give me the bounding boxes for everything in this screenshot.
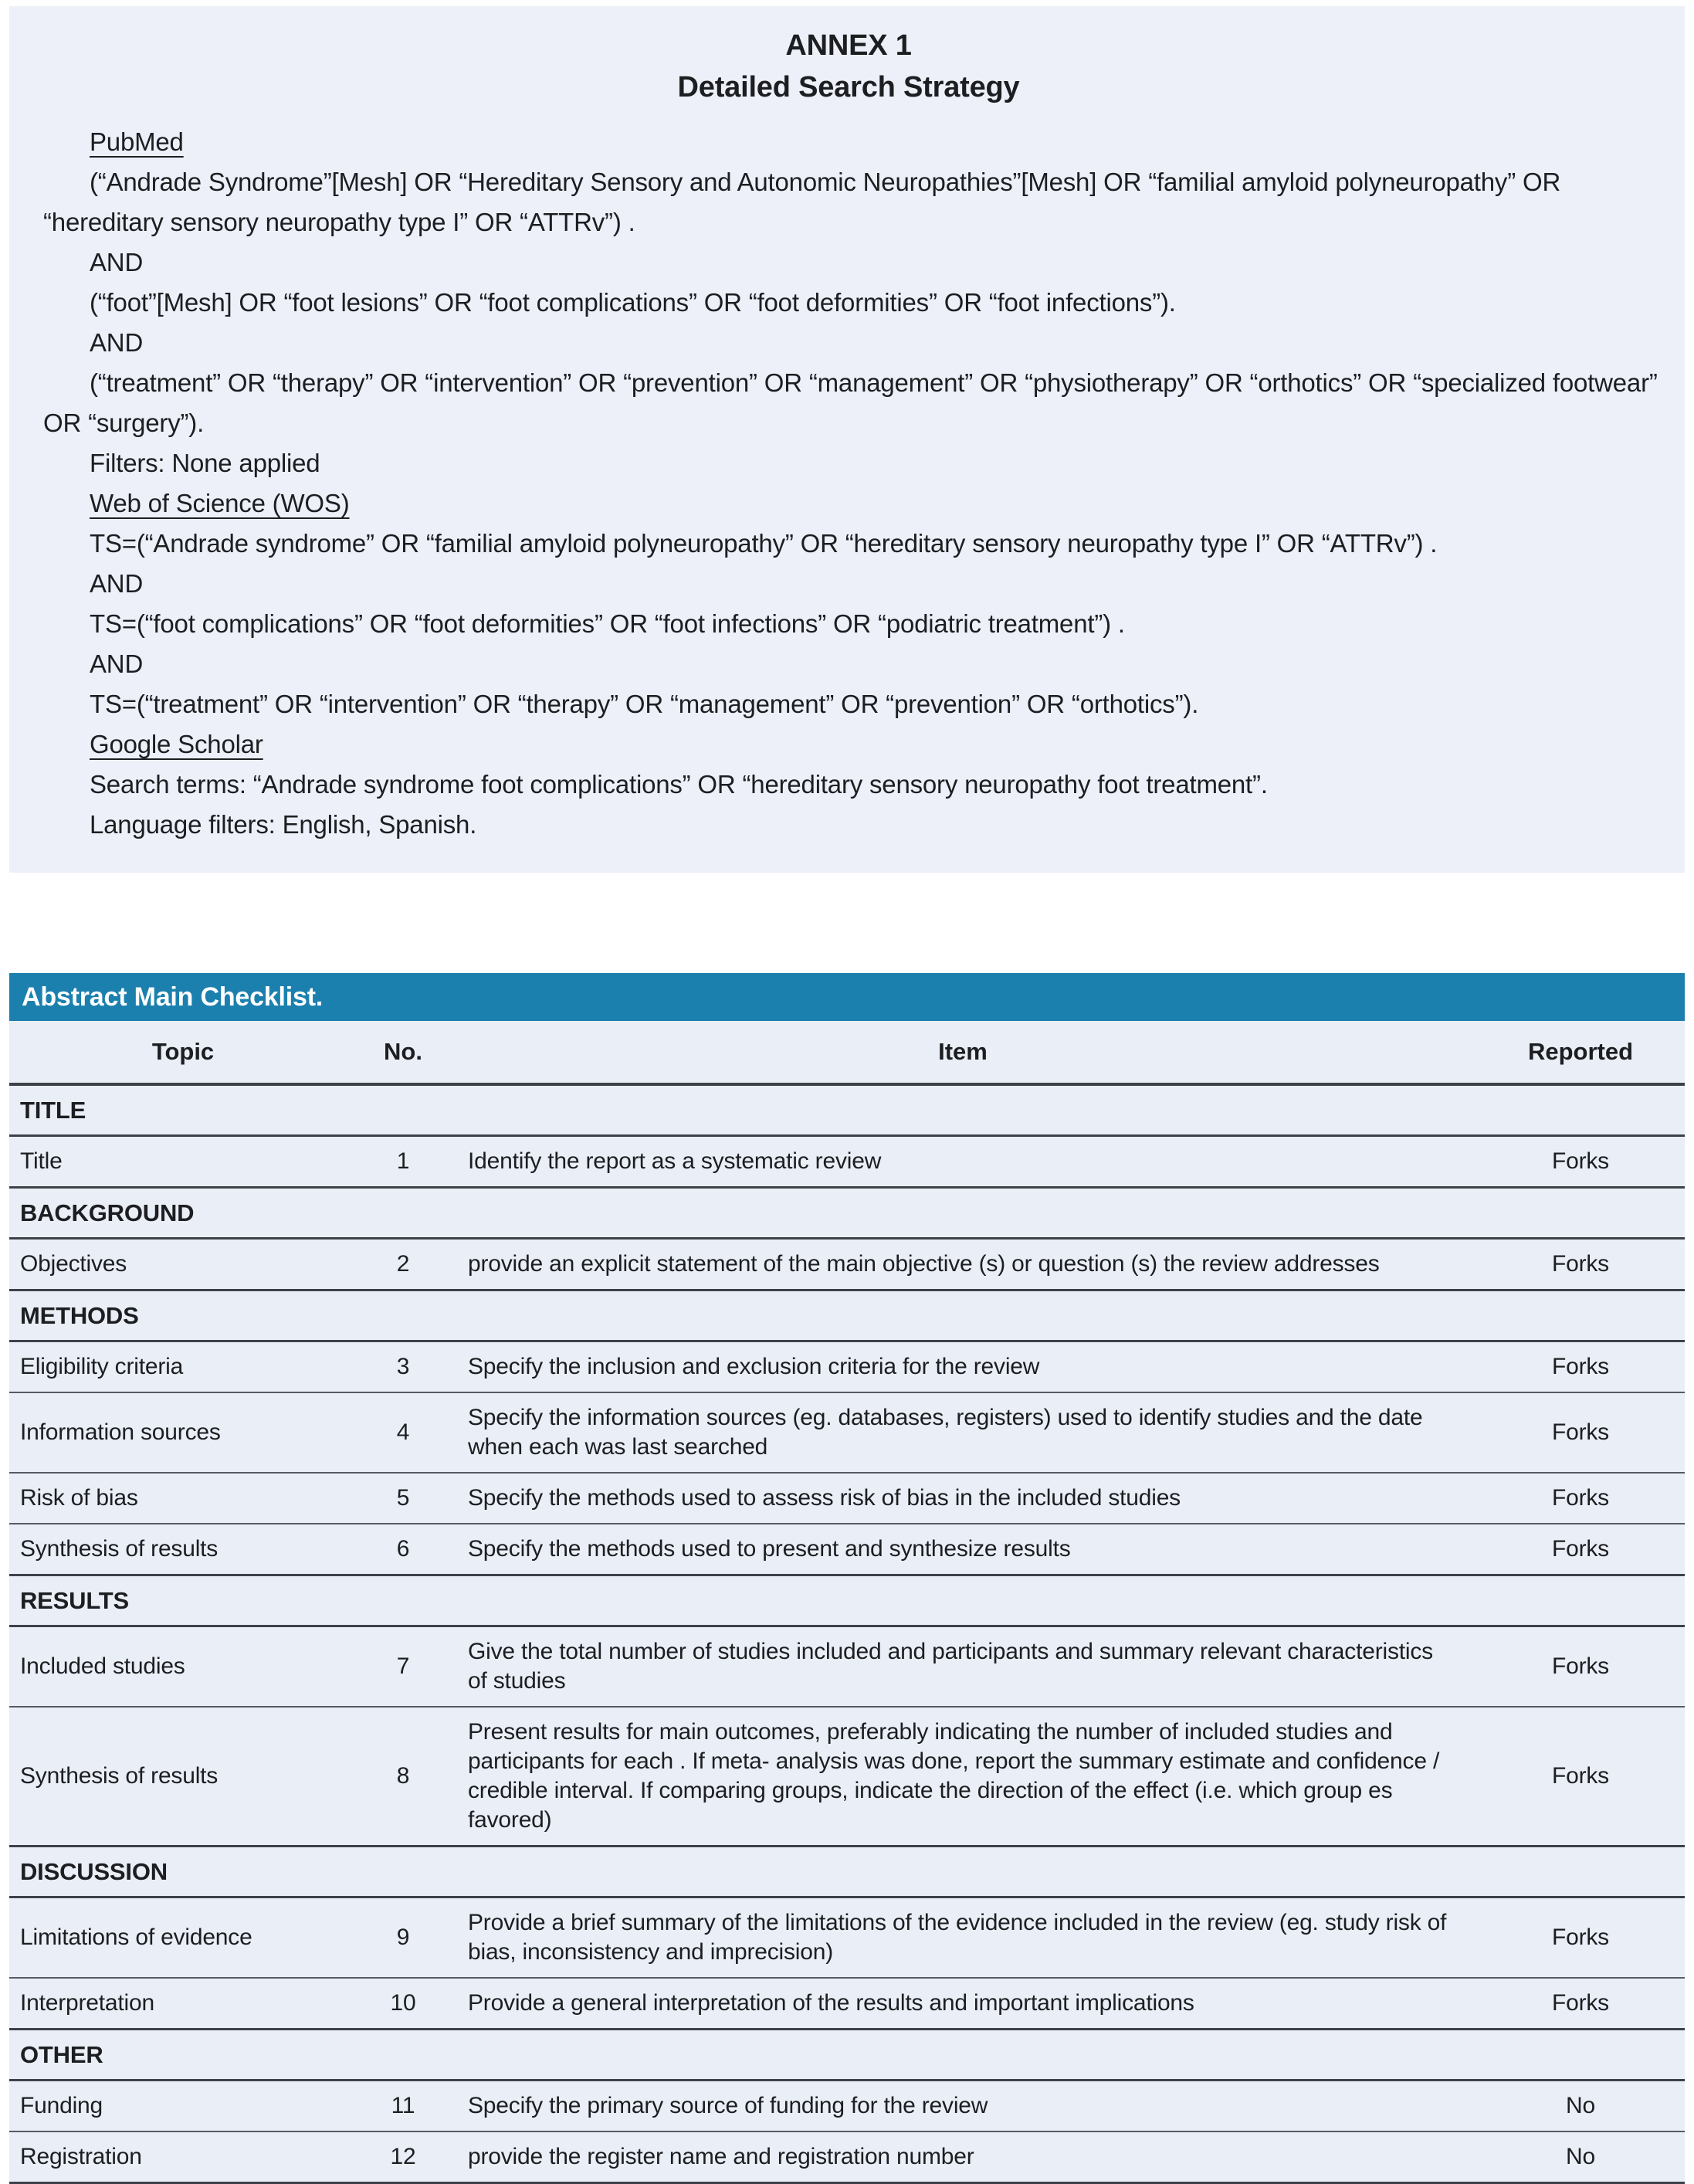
cell-no: 10: [390, 1990, 416, 2016]
pubmed-query-line-1: (“Andrade Syndrome”[Mesh] OR “Hereditary Sensory and Autonomic Neuropathies”[Mesh] OR “familial amyloid polyneuropathy” OR “hereditary sensory neuropathy type I” OR “ATTRv”) .: [43, 168, 1561, 236]
boolean-operator: AND: [90, 328, 144, 357]
table-row: [9, 2131, 1685, 2182]
page: [0, 6, 1694, 2184]
cell-item: Identify the report as a systematic review: [468, 1148, 882, 1174]
table-row: [9, 1523, 1685, 1574]
cell-topic: Funding: [20, 2093, 103, 2118]
table-row: [9, 1977, 1685, 2028]
cell-no: 3: [396, 1354, 410, 1379]
cell-reported: Forks: [1551, 1251, 1609, 1277]
cell-reported: Forks: [1551, 1148, 1609, 1174]
cell-topic: Registration: [20, 2144, 142, 2169]
table-row: [9, 1240, 1685, 1289]
pubmed-query-line-2: (“foot”[Mesh] OR “foot lesions” OR “foot complications” OR “foot deformities” OR “foot infections”).: [90, 288, 1176, 317]
language-filters-note: Language filters: English, Spanish.: [90, 810, 477, 839]
table-row: [9, 1392, 1685, 1472]
cell-topic: Objectives: [20, 1251, 127, 1277]
pubmed-filters-note: Filters: None applied: [90, 449, 320, 477]
wos-query-line-2: TS=(“foot complications” OR “foot deformities” OR “foot infections” OR “podiatric treatment”) .: [90, 609, 1125, 638]
cell-reported: No: [1566, 2144, 1595, 2169]
column-header-item: Item: [938, 1038, 988, 1065]
column-header-no: No.: [384, 1038, 422, 1065]
cell-reported: Forks: [1551, 1536, 1609, 1562]
cell-no: 8: [396, 1763, 410, 1789]
search-strategy-body: [32, 122, 1665, 845]
cell-item: provide the register name and registration number: [468, 2144, 974, 2169]
table-title: Abstract Main Checklist.: [22, 982, 324, 1012]
wos-query-line-3: TS=(“treatment” OR “intervention” OR “therapy” OR “management” OR “prevention” OR “orthotics”).: [90, 690, 1199, 718]
cell-item: Specify the methods used to present and synthesize results: [468, 1536, 1071, 1562]
column-header-reported: Reported: [1527, 1038, 1634, 1065]
table-row: [9, 1898, 1685, 1977]
table-title-bar: [9, 973, 1685, 1021]
cell-no: 1: [396, 1148, 410, 1174]
boolean-operator: AND: [90, 569, 144, 598]
boolean-operator: AND: [90, 248, 144, 276]
cell-topic: Interpretation: [20, 1990, 154, 2016]
table-row: [9, 1472, 1685, 1523]
cell-reported: Forks: [1551, 1763, 1609, 1789]
cell-no: 12: [390, 2144, 416, 2169]
cell-topic: Risk of bias: [20, 1485, 138, 1511]
annex-number-heading: ANNEX 1: [785, 29, 912, 62]
table-row: [9, 1342, 1685, 1392]
table-row: [9, 1706, 1685, 1845]
cell-topic: Included studies: [20, 1653, 185, 1679]
cell-item: Specify the primary source of funding for the review: [468, 2093, 988, 2118]
abstract-checklist-table: [9, 973, 1685, 2184]
section-row-results: RESULTS: [9, 1574, 1685, 1627]
cell-no: 11: [391, 2093, 415, 2118]
section-row-title: TITLE: [9, 1086, 1685, 1137]
web-of-science-heading: Web of Science (WOS): [90, 489, 350, 517]
cell-item: Specify the methods used to assess risk of bias in the included studies: [468, 1485, 1181, 1511]
cell-reported: Forks: [1551, 1925, 1609, 1950]
cell-item: Provide a brief summary of the limitations of the evidence included in the review (eg. study risk of bias, inconsistency and imprecision): [468, 1910, 1447, 1965]
cell-topic: Title: [20, 1148, 63, 1174]
cell-no: 4: [396, 1419, 410, 1445]
wos-query-line-1: TS=(“Andrade syndrome” OR “familial amyloid polyneuropathy” OR “hereditary sensory neuropathy type I” OR “ATTRv”) .: [90, 529, 1438, 558]
section-row-methods: METHODS: [9, 1289, 1685, 1342]
table-row: [9, 1137, 1685, 1186]
google-scholar-terms: Search terms: “Andrade syndrome foot complications” OR “hereditary sensory neuropathy foot treatment”.: [90, 770, 1268, 799]
cell-topic: Limitations of evidence: [20, 1925, 252, 1950]
cell-topic: Information sources: [20, 1419, 221, 1445]
cell-reported: Forks: [1551, 1354, 1609, 1379]
column-header-topic: Topic: [151, 1038, 215, 1065]
boolean-operator: AND: [90, 649, 144, 678]
cell-no: 2: [396, 1251, 410, 1277]
section-row-background: BACKGROUND: [9, 1186, 1685, 1240]
table-row: [9, 2081, 1685, 2131]
cell-topic: Synthesis of results: [20, 1763, 219, 1789]
cell-item: Present results for main outcomes, preferably indicating the number of included studies and participants for each . If meta- analysis was done, report the summary estimate and confidence / credible interval. If comparing groups, indicate the direction of the effect (i.e. which group es favored): [468, 1719, 1440, 1833]
cell-item: Give the total number of studies included and participants and summary relevant characteristics of studies: [468, 1639, 1433, 1694]
cell-item: Specify the information sources (eg. databases, registers) used to identify studies and the date when each was last searched: [468, 1405, 1423, 1460]
cell-item: Provide a general interpretation of the results and important implications: [468, 1990, 1194, 2016]
cell-no: 9: [396, 1925, 410, 1950]
cell-no: 7: [396, 1653, 410, 1679]
table-row: [9, 1627, 1685, 1706]
annex-title-heading: Detailed Search Strategy: [677, 71, 1020, 103]
cell-item: Specify the inclusion and exclusion criteria for the review: [468, 1354, 1040, 1379]
cell-reported: Forks: [1551, 1485, 1609, 1511]
cell-no: 6: [396, 1536, 410, 1562]
cell-topic: Synthesis of results: [20, 1536, 219, 1562]
annex-search-strategy-panel: [9, 6, 1685, 873]
cell-reported: Forks: [1551, 1990, 1609, 2016]
cell-reported: Forks: [1551, 1653, 1609, 1679]
google-scholar-heading: Google Scholar: [90, 730, 263, 758]
cell-no: 5: [396, 1485, 410, 1511]
section-row-other: OTHER: [9, 2028, 1685, 2081]
cell-item: provide an explicit statement of the main objective (s) or question (s) the review addresses: [468, 1251, 1380, 1277]
section-row-discussion: DISCUSSION: [9, 1845, 1685, 1898]
pubmed-heading: PubMed: [90, 127, 184, 156]
cell-topic: Eligibility criteria: [20, 1354, 184, 1379]
table-header-row: [9, 1021, 1685, 1086]
cell-reported: No: [1566, 2093, 1595, 2118]
cell-reported: Forks: [1551, 1419, 1609, 1445]
pubmed-query-line-3: (“treatment” OR “therapy” OR “intervention” OR “prevention” OR “management” OR “physiotherapy” OR “orthotics” OR “specialized footwear” OR “surgery”).: [43, 368, 1658, 437]
